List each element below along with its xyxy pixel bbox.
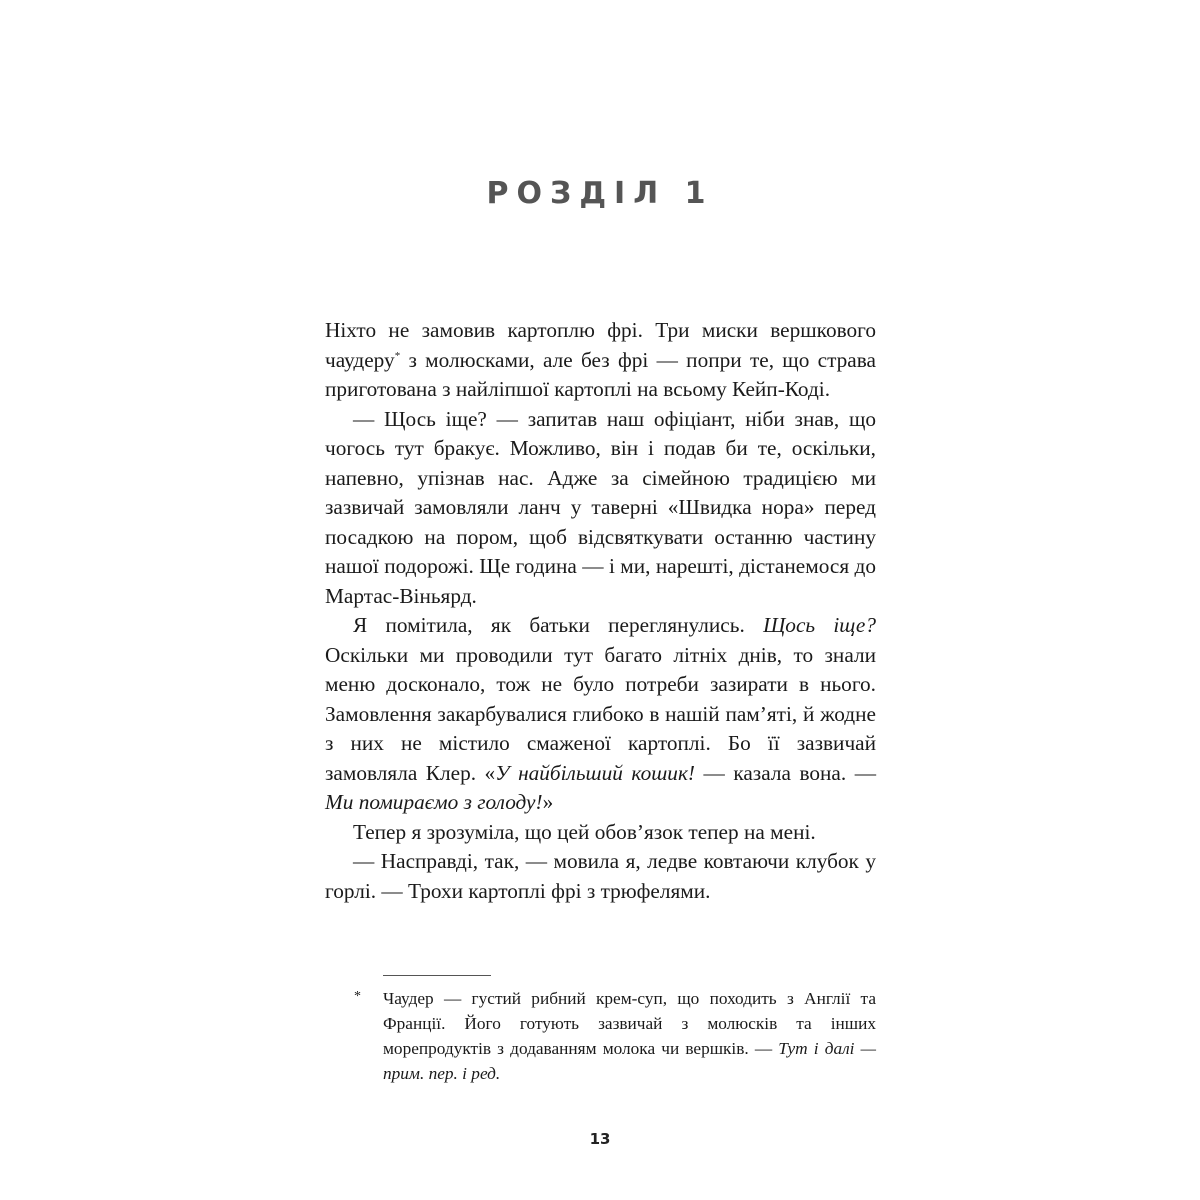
paragraph-3-italic-2: У найбільший кошик! xyxy=(495,760,695,785)
footnote-marker: * xyxy=(354,989,361,1004)
paragraph-4: Тепер я зрозуміла, що цей обов’язок тепер на мені. xyxy=(353,819,816,844)
paragraph-3-text-b: Оскільки ми проводили тут багато літніх днів, то знали меню досконало, тож не було потреби зазирати в нього. Замовлення закарбувалися глибоко в нашій пам’яті, й жодне з них не містило смаженої картоплі. Бо її зазвичай замовляла Клер. « xyxy=(325,642,876,785)
paragraph-3-text-a: Я помітила, як батьки переглянулись. xyxy=(353,613,764,637)
footnote xyxy=(354,986,876,1086)
chapter-title: РОЗДІЛ 1 xyxy=(486,176,714,211)
footnote-reference[interactable]: * xyxy=(394,349,401,362)
footnote-divider xyxy=(383,975,491,976)
footnote-text xyxy=(383,986,876,1086)
paragraph-1-text-a: Ніхто не замовив картоплю фрі. Три миски вершкового чаудеру xyxy=(325,318,876,372)
paragraph-1-text-b: з молюсками, але без фрі — попри те, що страва приготована з найліпшої картоплі на всьому Кейп-Коді. xyxy=(325,347,876,401)
paragraph-3-text-c: — казала вона. — xyxy=(695,760,876,785)
footnote-text-a: Чаудер — густий рибний крем-суп, що походить з Англії та Франції. Його готують зазвичай з молюсків та інших морепродуктів з додаванням молока чи вершків. — xyxy=(383,989,876,1058)
paragraph-2: — Щось іще? — запитав наш офіціант, ніби знав, що чогось тут бракує. Можливо, він і подав би те, оскільки, напевно, упізнав нас. Адже за сімейною традицією ми зазвичай замовляли ланч у таверні «Швидка нора» перед посадкою на пором, щоб відсвяткувати останню частину нашої подорожі. Ще година — і ми, нарешті, дістанемося до Мартас-Віньярд. xyxy=(325,406,876,608)
paragraph-3-italic-3: Ми помираємо з голоду! xyxy=(325,790,543,814)
paragraph-3 xyxy=(325,611,876,818)
paragraph-1 xyxy=(325,316,876,405)
footnote-text-italic: Тут і далі — прим. пер. і ред. xyxy=(383,1039,876,1083)
page-number: 13 xyxy=(589,1130,611,1148)
paragraph-3-text-d: » xyxy=(542,790,554,814)
paragraph-3-italic-1: Щось іще? xyxy=(763,613,876,637)
paragraph-5: — Насправді, так, — мовила я, ледве ковтаючи клубок у горлі. — Трохи картоплі фрі з трюфелями. xyxy=(325,849,876,903)
body-text xyxy=(325,316,876,906)
